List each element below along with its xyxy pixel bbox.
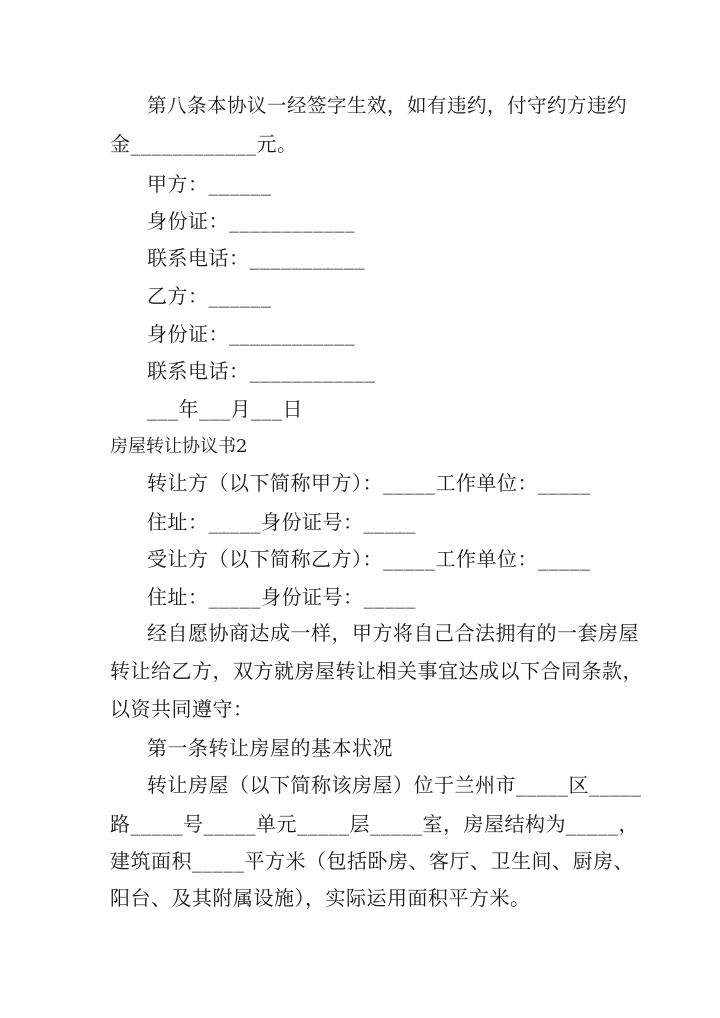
transferee-address-line: 住址：_____身份证号：_____ <box>147 585 416 609</box>
clause-1-heading: 第一条转让房屋的基本状况 <box>147 736 393 760</box>
party-b-id-field: 身份证：____________ <box>147 322 355 346</box>
agreement-intro-line-1: 经自愿协商达成一样，甲方将自己合法拥有的一套房屋 <box>147 621 639 645</box>
clause-8-text-line-1: 第八条本协议一经签字生效，如有违约，付守约方违约 <box>147 94 628 117</box>
party-a-label: 甲方：______ <box>147 172 272 196</box>
document-title: 房屋转让协议书2 <box>110 436 248 457</box>
party-a-id-field: 身份证：____________ <box>147 209 355 233</box>
party-a-phone-field: 联系电话：___________ <box>147 246 365 270</box>
clause-1-text-line-4: 阳台、及其附属设施），实际运用面积平方米。 <box>110 886 531 910</box>
transferor-line: 转让方（以下简称甲方）：_____工作单位：_____ <box>147 471 591 495</box>
agreement-intro-line-3: 以资共同遵守： <box>110 697 254 721</box>
date-field: ___年___月___日 <box>147 397 303 421</box>
party-b-label: 乙方：______ <box>147 284 272 308</box>
clause-1-text-line-1: 转让房屋（以下简称该房屋）位于兰州市_____区_____ <box>147 773 642 797</box>
agreement-intro-line-2: 转让给乙方，双方就房屋转让相关事宜达成以下合同条款， <box>110 659 643 683</box>
transferor-address-line: 住址：_____身份证号：_____ <box>147 510 416 534</box>
clause-1-text-line-2: 路_____号_____单元_____层_____室，房屋结构为_____， <box>110 812 639 836</box>
party-b-phone-field: 联系电话：____________ <box>147 359 376 383</box>
clause-8-text-line-2: 金____________元。 <box>110 132 298 156</box>
transferee-line: 受让方（以下简称乙方）：_____工作单位：_____ <box>147 547 591 571</box>
clause-1-text-line-3: 建筑面积_____平方米（包括卧房、客厅、卫生间、厨房、 <box>110 849 634 873</box>
